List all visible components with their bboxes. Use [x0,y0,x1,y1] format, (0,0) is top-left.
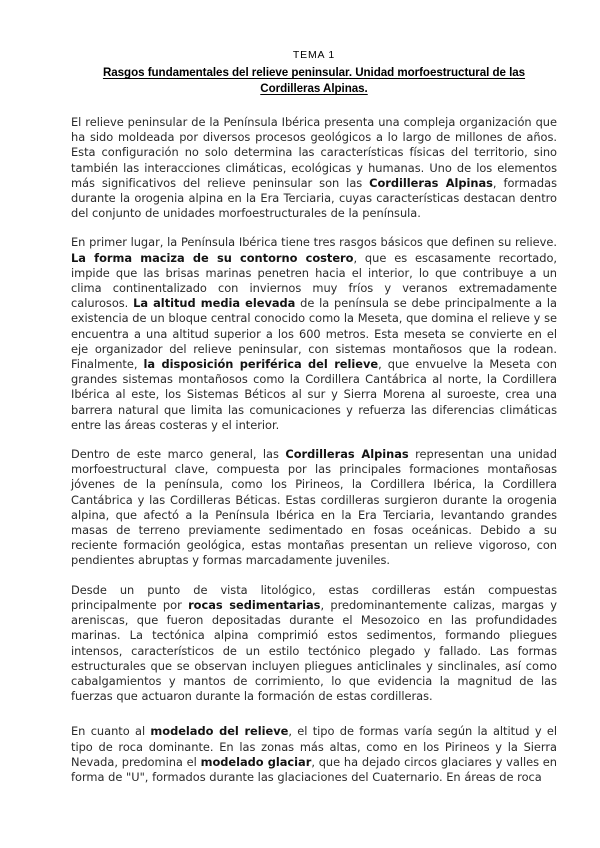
document-body [71,115,557,785]
emphasis-term: La altitud media elevada [133,296,296,311]
document-heading [71,48,557,97]
emphasis-term: Cordilleras Alpinas [369,175,493,190]
text-run: , que ha dejado circos glaciares y valles en forma de "U", formados durante las glaciaciones del Cuaternario. En áreas de roca [71,754,557,784]
body-paragraph [71,724,557,785]
body-paragraph [71,447,557,569]
page-title: Rasgos fundamentales del relieve peninsular. Unidad morfoestructural de las Cordilleras Alpinas. [102,66,526,95]
text-run: representan una unidad morfoestructural clave, compuesta por las principales formaciones montañosas jóvenes de la península, como los Pirineos, la Cordillera Ibérica, la Cordillera Cantábrica y las Cordilleras Béticas. Estas cordilleras surgieron durante la orogenia alpina, que afectó a la Península Ibérica en la Era Terciaria, levantando grandes masas de terreno previamente sedimentado en fosas oceánicas. Debido a su reciente formación geológica, estas montañas presentan un relieve vigoroso, con pendientes abruptas y formas marcadamente juveniles. [71,447,557,568]
text-run: , que es escasamente recortado, impide que las brisas marinas penetren hacia el interior, lo que contribuye a un clima continentalizado con inviernos muy fríos y veranos extremadamente calurosos. [71,250,557,311]
text-run: , el tipo de formas varía según la altitud y el tipo de roca dominante. En las zonas más altas, como en los Pirineos y la Sierra Nevada, predomina el [71,724,557,769]
text-run: Desde un punto de vista litológico, estas cordilleras están compuestas principalmente por [71,582,557,612]
text-run: , predominantemente calizas, margas y areniscas, que fueron depositadas durante el Mesozoico en las profundidades marinas. La tectónica alpina comprimió estos sedimentos, formando pliegues intensos, característicos de un estilo tectónico plegado y fallado. Las formas estructurales que se observan incluyen pliegues anticlinales y sinclinales, así como cabalgamientos y mantos de corrimiento, lo que evidencia la magnitud de las fuerzas que actuaron durante la formación de estas cordilleras. [71,597,558,704]
text-run: En primer lugar, la Península Ibérica tiene tres rasgos básicos que definen su relieve. [71,235,557,250]
emphasis-term: modelado glaciar [200,754,312,769]
body-paragraph [71,583,557,705]
text-run: En cuanto al [71,724,151,739]
emphasis-term: Cordilleras Alpinas [285,447,409,462]
text-run: , formadas durante la orogenia alpina en la Era Terciaria, cuyas características destacan dentro del conjunto de unidades morfoestructurales de la península. [71,175,557,221]
text-run: , que envuelve la Meseta con grandes sistemas montañosos como la Cordillera Cantábrica al norte, la Cordillera Ibérica al este, los Sistemas Béticos al sur y Sierra Morena al suroeste, crea una barrera natural que limita las comunicaciones y refuerza las diferencias climáticas entre las áreas costeras y el interior. [71,357,557,432]
emphasis-term: la disposición periférica del relieve [143,357,379,372]
body-paragraph [71,235,557,433]
emphasis-term: La forma maciza de su contorno costero [71,250,354,265]
emphasis-term: modelado del relieve [150,724,289,739]
text-run: El relieve peninsular de la Península Ibérica presenta una compleja organización que ha sido moldeada por diversos procesos geológicos a lo largo de millones de años. Esta configuración no solo determina las características físicas del territorio, sino también las interacciones climáticas, ecológicas y humanas. Uno de los elementos más significativos del relieve peninsular son las [71,115,557,190]
body-paragraph [71,115,557,221]
emphasis-term: rocas sedimentarias [188,597,321,612]
text-run: de la península se debe principalmente a la existencia de un bloque central conocido como la Meseta, que domina el relieve y se encuentra a una altitud superior a los 600 metros. Esta meseta se convierte en el eje organizador del relieve peninsular, con sistemas montañosos que la rodean. Finalmente, [71,296,557,372]
text-run: Dentro de este marco general, las [71,447,286,462]
tema-label: TEMA 1 [292,49,336,61]
